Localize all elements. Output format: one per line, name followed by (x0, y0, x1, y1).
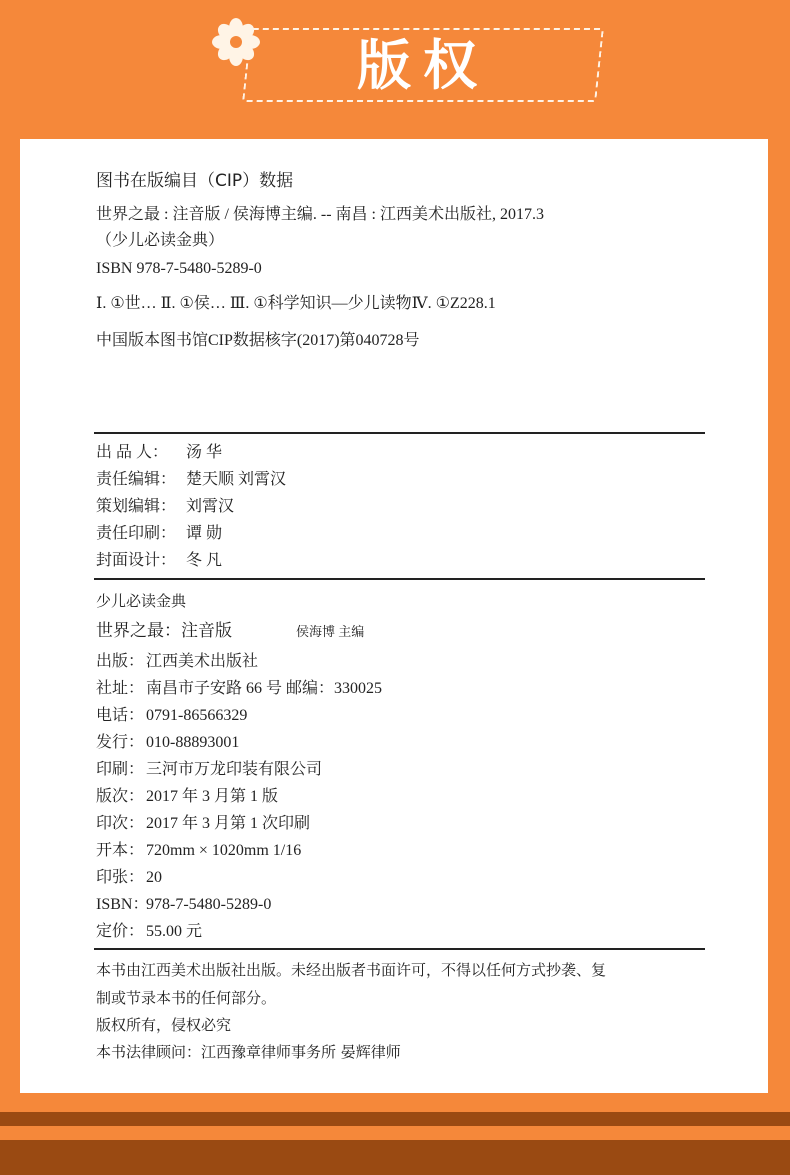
detail-row (96, 841, 301, 861)
footer-stripe-light (0, 1126, 790, 1140)
legal-counsel: 本书法律顾问：江西豫章律师事务所 晏辉律师 (96, 1043, 401, 1061)
credit-label: 策划编辑： (96, 498, 177, 515)
detail-row (96, 733, 239, 753)
credit-label: 出 品 人： (96, 444, 169, 461)
detail-row (96, 760, 322, 780)
detail-value: 20 (146, 869, 162, 886)
credit-value: 楚天顺 刘霄汉 (186, 471, 287, 488)
credit-row (96, 443, 222, 463)
series-name: 少儿必读金典 (96, 594, 187, 610)
credit-value: 汤 华 (186, 444, 223, 461)
detail-label: ISBN： (96, 896, 149, 913)
credit-value: 谭 勋 (186, 525, 223, 542)
notice-line-2: 制或节录本书的任何部分。 (96, 989, 277, 1007)
detail-row (96, 895, 271, 915)
divider (94, 432, 705, 434)
credit-row (96, 551, 222, 571)
copyright-notice: 版权所有，侵权必究 (96, 1016, 232, 1034)
detail-row (96, 868, 162, 888)
divider (94, 578, 705, 580)
detail-value: 2017 年 3 月第 1 版 (146, 788, 279, 805)
divider (94, 948, 705, 950)
detail-row (96, 679, 382, 699)
detail-label: 定价： (96, 923, 145, 940)
credit-row (96, 524, 222, 544)
detail-value: 2017 年 3 月第 1 次印刷 (146, 815, 311, 832)
detail-label: 开本： (96, 842, 145, 859)
detail-value: 0791-86566329 (146, 707, 248, 724)
detail-value: 978-7-5480-5289-0 (146, 896, 272, 913)
credit-row (96, 470, 286, 490)
cip-title: 图书在版编目（CIP）数据 (96, 171, 294, 191)
detail-row (96, 922, 202, 942)
book-title: 世界之最：注音版 (96, 621, 232, 641)
cip-record: 中国版本图书馆CIP数据核字(2017)第040728号 (96, 332, 420, 349)
footer-stripe-bottom (0, 1140, 790, 1175)
detail-label: 发行： (96, 734, 145, 751)
detail-value: 720mm × 1020mm 1/16 (146, 842, 302, 859)
detail-value: 江西美术出版社 (146, 653, 259, 670)
book-editor: 侯海博 主编 (296, 624, 365, 639)
credit-value: 刘霄汉 (186, 498, 235, 515)
credit-label: 封面设计： (96, 552, 177, 569)
detail-value: 010-88893001 (146, 734, 240, 751)
detail-label: 版次： (96, 788, 145, 805)
detail-label: 印刷： (96, 761, 145, 778)
cip-line-1: 世界之最 : 注音版 / 侯海博主编. -- 南昌 : 江西美术出版社, 2017.3 (96, 206, 544, 223)
detail-row (96, 652, 258, 672)
detail-label: 社址： (96, 680, 145, 697)
detail-label: 印次： (96, 815, 145, 832)
detail-label: 印张： (96, 869, 145, 886)
credit-label: 责任印刷： (96, 525, 177, 542)
detail-value: 三河市万龙印装有限公司 (146, 761, 323, 778)
detail-row (96, 787, 278, 807)
detail-value: 55.00 元 (146, 923, 203, 940)
notice-line-1: 本书由江西美术出版社出版。未经出版者书面许可，不得以任何方式抄袭、复 (96, 961, 607, 979)
detail-row (96, 814, 310, 834)
credit-row (96, 497, 234, 517)
footer-stripe-dark (0, 1112, 790, 1126)
header-banner (0, 0, 790, 138)
detail-row (96, 706, 247, 726)
credit-value: 冬 凡 (186, 552, 223, 569)
detail-value: 南昌市子安路 66 号 邮编：330025 (146, 680, 383, 697)
cip-classification: Ⅰ. ①世… Ⅱ. ①侯… Ⅲ. ①科学知识—少儿读物Ⅳ. ①Z228.1 (96, 295, 496, 312)
detail-label: 出版： (96, 653, 145, 670)
credit-label: 责任编辑： (96, 471, 177, 488)
page-title: 版权 (357, 33, 489, 97)
cip-isbn: ISBN 978-7-5480-5289-0 (96, 260, 262, 277)
detail-label: 电话： (96, 707, 145, 724)
cip-line-2: （少儿必读金典） (96, 232, 225, 249)
